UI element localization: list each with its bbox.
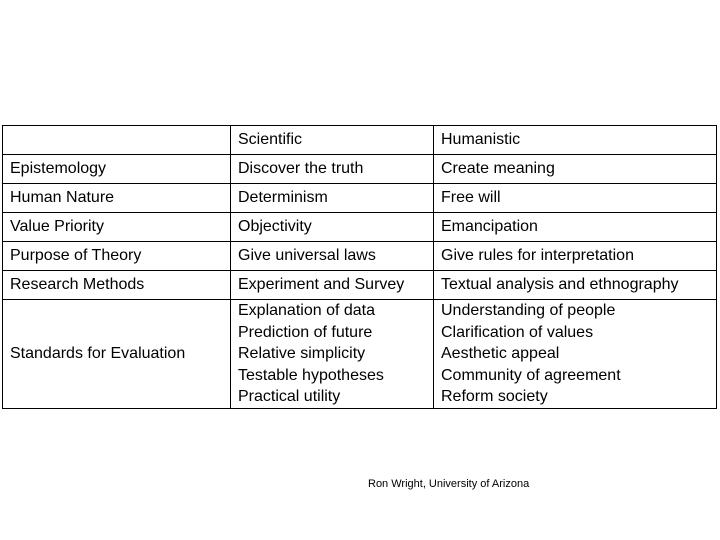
header-humanistic: Humanistic [434,126,717,155]
humanistic-cell: Emancipation [434,213,717,242]
author-credit: Ron Wright, University of Arizona [368,478,530,490]
standard-item: Aesthetic appeal [441,345,560,363]
standard-item: Understanding of people [441,302,616,319]
humanistic-cell: Create meaning [434,155,717,184]
row-label: Purpose of Theory [3,242,231,271]
standard-item: Community of agreement [441,366,621,384]
humanistic-cell: Give rules for interpretation [434,242,717,271]
standard-item: Prediction of future [238,323,373,341]
row-label: Human Nature [3,184,231,213]
standard-item: Reform society [441,388,548,406]
scientific-cell: Objectivity [231,213,434,242]
row-label: Epistemology [3,155,231,184]
table-row [3,271,717,300]
standard-item: Relative simplicity [238,345,366,363]
standard-item: Testable hypotheses [238,366,384,384]
humanistic-cell: Textual analysis and ethnography [434,271,717,300]
header-empty-cell [3,126,231,155]
table-row [3,184,717,213]
row-label: Value Priority [3,213,231,242]
scientific-cell: Experiment and Survey [231,271,434,300]
table-row [3,213,717,242]
standard-item: Clarification of values [441,323,594,341]
standards-row [3,300,717,409]
comparison-table [2,125,717,409]
humanistic-standards-cell [434,300,717,409]
header-row [3,126,717,155]
scientific-cell: Determinism [231,184,434,213]
row-label: Standards for Evaluation [3,300,231,409]
scientific-cell: Discover the truth [231,155,434,184]
scientific-cell: Give universal laws [231,242,434,271]
header-scientific: Scientific [231,126,434,155]
standard-item: Practical utility [238,388,341,406]
scientific-standards-cell [231,300,434,409]
table-row [3,155,717,184]
table-row [3,242,717,271]
standard-item: Explanation of data [238,302,375,319]
humanistic-cell: Free will [434,184,717,213]
row-label: Research Methods [3,271,231,300]
